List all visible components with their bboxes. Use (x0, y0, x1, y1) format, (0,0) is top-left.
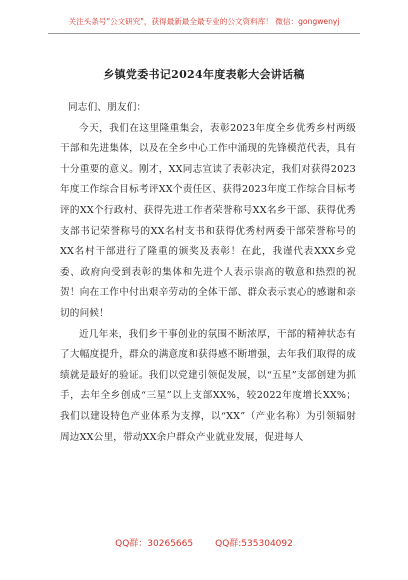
qq-group-2: QQ群:535304092 (215, 539, 293, 549)
document-title: 乡镇党委书记2024年度表彰大会讲话稿 (103, 68, 305, 81)
footer-contacts (0, 536, 408, 549)
document-body (60, 98, 356, 448)
greeting: 同志们、朋友们： (68, 102, 147, 113)
header-divider (48, 33, 360, 34)
paragraph-1: 今天，我们在这里隆重集会，表彰2023年度全乡优秀乡村两级干部和先进集体，以及在全乡中心工作中涌现的先锋模范代表，具有十分重要的意义。刚才，XX同志宣读了表彰决定，我们对获得2023年度工作综合目标考评XX个责任区、获得2023年度工作综合目标考评的XX个行政村、获得先进工作者荣誉称号XX名乡干部、获得优秀支部书记荣誉称号的XX名村支书和获得优秀村两委干部荣誉称号的XX名村干部进行了隆重的颁奖及表彰！在此，我谨代表XXX乡党委、政府向受到表彰的集体和先进个人表示崇高的敬意和热烈的祝贺！向在工作中付出艰辛劳动的全体干部、群众表示衷心的感谢和亲切的问候！ (60, 122, 356, 319)
promo-banner: 关注头条号"公文研究"，获得最新最全最专业的公文资料库！ 微信：gongwenyj (68, 17, 340, 26)
qq-group-1: QQ群：30265665 (115, 539, 194, 549)
paragraph-2: 近几年来，我们乡干事创业的氛围不断浓厚，干部的精神状态有了大幅度提升，群众的满意度和获得感不断增强，去年我们取得的成绩就是最好的验证。我们以党建引领促发展，以“五星”支部创建为抓手，去年全乡创成“三星”以上支部XX%，较2022年度增长XX%；我们以建设特色产业体系为支撑，以“XX”（产业名称）为引领辐射周边XX公里，带动XX余户群众产业就业发展，促进每人 (60, 328, 356, 443)
